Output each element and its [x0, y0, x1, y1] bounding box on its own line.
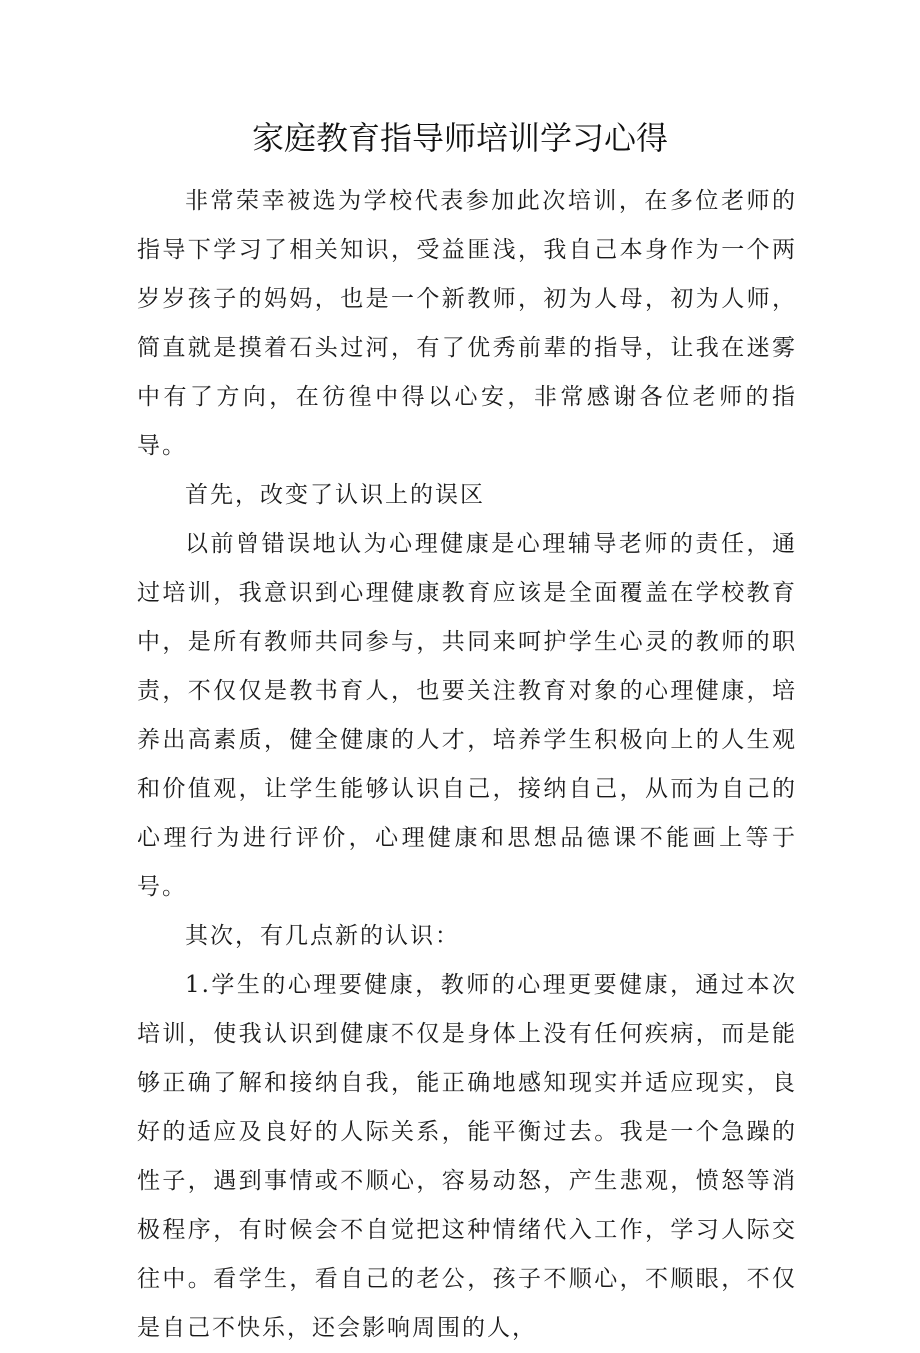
document-body: [137, 177, 797, 1353]
paragraph-misconception: 以前曾错误地认为心理健康是心理辅导老师的责任，通过培训，我意识到心理健康教育应该是全面覆盖在学校教育中，是所有教师共同参与，共同来呵护学生心灵的教师的职责，不仅仅是教书育人，也要关注教育对象的心理健康，培养出高素质，健全健康的人才，培养学生积极向上的人生观和价值观，让学生能够认识自己，接纳自己，从而为自己的心理行为进行评价，心理健康和思想品德课不能画上等于号。: [137, 531, 797, 900]
paragraph-point-one: 1.学生的心理要健康，教师的心理更要健康，通过本次培训，使我认识到健康不仅是身体上没有任何疾病，而是能够正确了解和接纳自我，能正确地感知现实并适应现实，良好的适应及良好的人际关系，能平衡过去。我是一个急躁的性子，遇到事情或不顺心，容易动怒，产生悲观，愤怒等消极程序，有时候会不自觉把这种情绪代入工作，学习人际交往中。看学生，看自己的老公，孩子不顺心，不顺眼，不仅是自己不快乐，还会影响周围的人，: [137, 972, 797, 1341]
paragraph-heading-second: 其次，有几点新的认识：: [185, 923, 460, 949]
paragraph-heading-first: 首先，改变了认识上的误区: [185, 482, 485, 508]
paragraph-intro: 非常荣幸被选为学校代表参加此次培训，在多位老师的指导下学习了相关知识，受益匪浅，我自己本身作为一个两岁岁孩子的妈妈，也是一个新教师，初为人母，初为人师，简直就是摸着石头过河，有了优秀前辈的指导，让我在迷雾中有了方向，在彷徨中得以心安，非常感谢各位老师的指导。: [137, 188, 797, 459]
document-title: 家庭教育指导师培训学习心得: [251, 119, 668, 157]
